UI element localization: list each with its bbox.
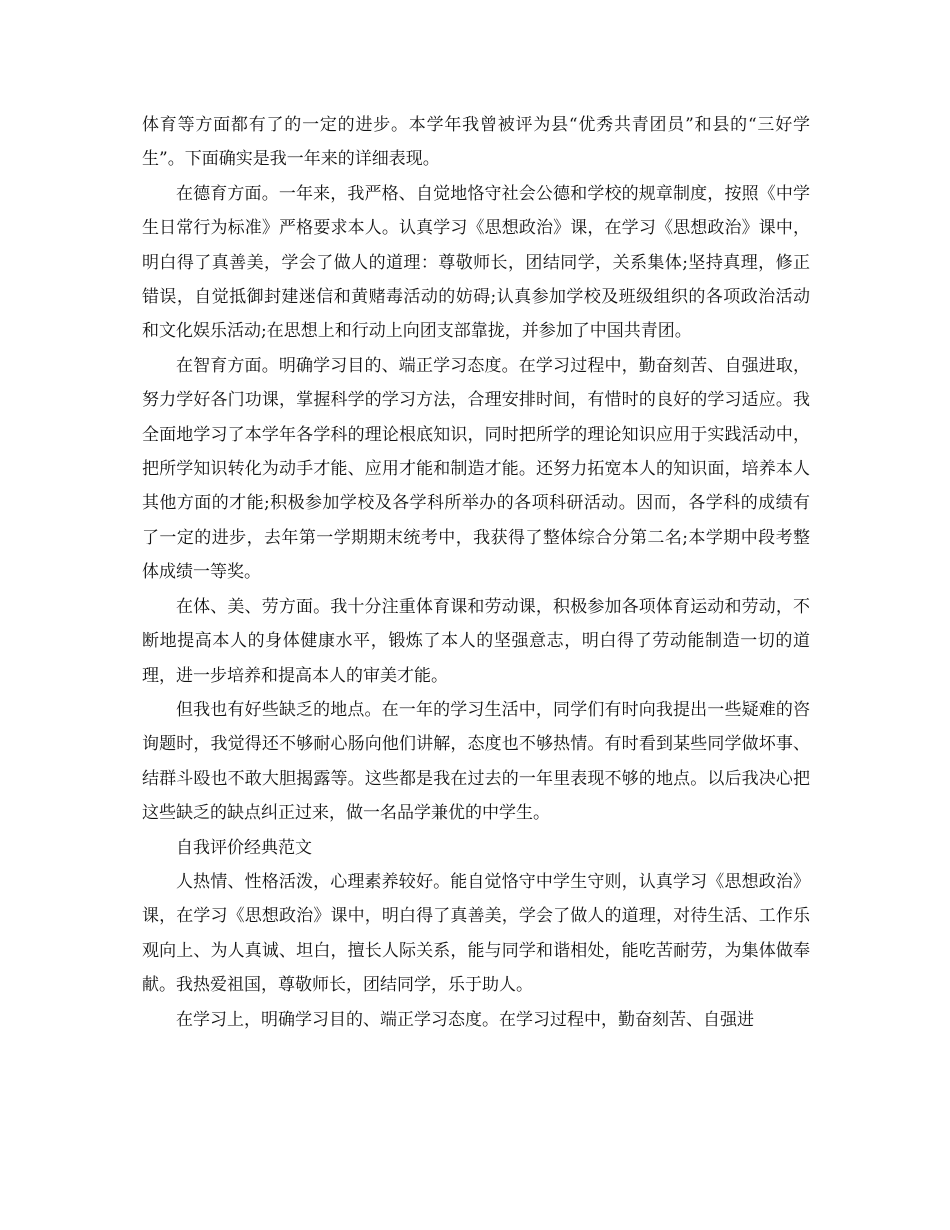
document-body — [142, 108, 810, 1037]
paragraph-intro-continued: 体育等方面都有了的一定的进步。本学年我曾被评为县“优秀共青团员”和县的“三好学生”。下面确实是我一年来的详细表现。 — [142, 115, 810, 170]
paragraph-study: 在学习上，明确学习目的、端正学习态度。在学习过程中，勤奋刻苦、自强进 — [176, 1009, 754, 1030]
section-heading: 自我评价经典范文 — [176, 837, 312, 858]
paragraph-moral-education: 在德育方面。一年来，我严格、自觉地恪守社会公德和学校的规章制度，按照《中学生日常行为标准》严格要求本人。认真学习《思想政治》课，在学习《思想政治》课中，明白得了真善美，学会了做人的道理：尊敬师长，团结同学，关系集体;坚持真理，修正错误，自觉抵御封建迷信和黄赌毒活动的妨碍;认真参加学校及班级组织的各项政治活动和文化娱乐活动;在思想上和行动上向团支部靠拢，并参加了中国共青团。 — [142, 183, 810, 342]
paragraph-intellectual-education: 在智育方面。明确学习目的、端正学习态度。在学习过程中，勤奋刻苦、自强进取，努力学好各门功课，掌握科学的学习方法，合理安排时间，有惜时的良好的学习适应。我全面地学习了本学年各学科的理论根底知识，同时把所学的理论知识应用于实践活动中，把所学知识转化为动手才能、应用才能和制造才能。还努力拓宽本人的知识面，培养本人其他方面的才能;积极参加学校及各学科所举办的各项科研活动。因而，各学科的成绩有了一定的进步，去年第一学期期末统考中，我获得了整体综合分第二名;本学期中段考整体成绩一等奖。 — [142, 355, 810, 583]
paragraph-shortcomings: 但我也有好些缺乏的地点。在一年的学习生活中，同学们有时向我提出一些疑难的咨询题时，我觉得还不够耐心肠向他们讲解，态度也不够热情。有时看到某些同学做坏事、结群斗殴也不敢大胆揭露等。这些都是我在过去的一年里表现不够的地点。以后我决心把这些缺乏的缺点纠正过来，做一名品学兼优的中学生。 — [142, 699, 810, 824]
paragraph-self-evaluation: 人热情、性格活泼，心理素养较好。能自觉恪守中学生守则，认真学习《思想政治》课，在学习《思想政治》课中，明白得了真善美，学会了做人的道理，对待生活、工作乐观向上、为人真诚、坦白，擅长人际关系，能与同学和谐相处，能吃苦耐劳，为集体做奉献。我热爱祖国，尊敬师长，团结同学，乐于助人。 — [142, 871, 810, 996]
paragraph-physical-art-labor: 在体、美、劳方面。我十分注重体育课和劳动课，积极参加各项体育运动和劳动，不断地提高本人的身体健康水平，锻炼了本人的坚强意志，明白得了劳动能制造一切的道理，进一步培养和提高本人的审美才能。 — [142, 596, 810, 686]
